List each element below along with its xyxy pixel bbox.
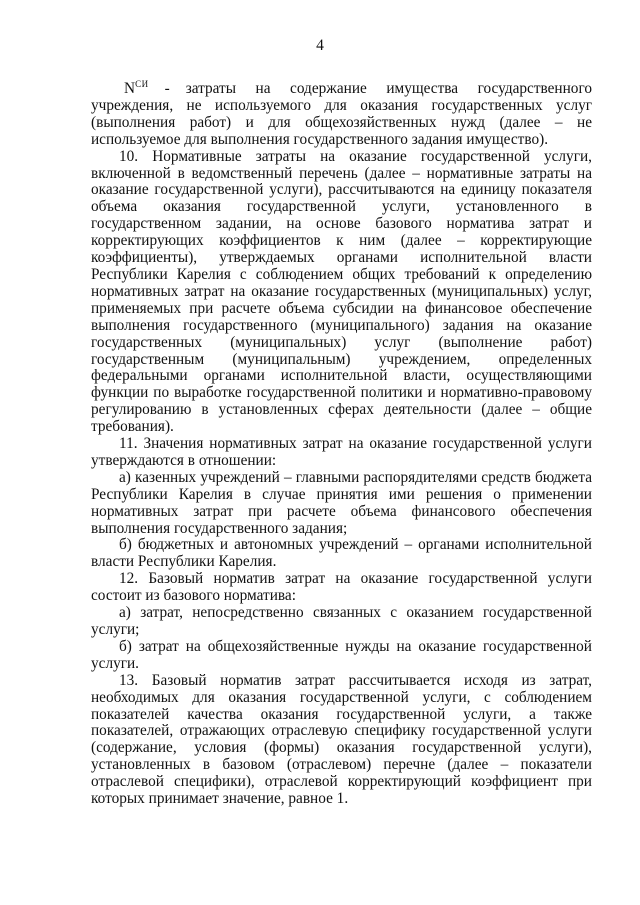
clause-12: 12. Базовый норматив затрат на оказание государственной услуги состоит из базового норматива: xyxy=(91,570,592,605)
clause-11-a: а) казенных учреждений – главными распорядителями средств бюджета Республики Карелия в случае принятия ими решения о применении нормативных затрат при расчете объема финансового обеспечения выполнения государственного задания; xyxy=(91,468,592,537)
clause-11: 11. Значения нормативных затрат на оказание государственной услуги утверждаются в отношении: xyxy=(91,435,592,469)
clause-12-a: а) затрат, непосредственно связанных с оказанием государственной услуги; xyxy=(91,604,592,638)
definition-dash: - xyxy=(164,80,170,97)
formula-symbol: N xyxy=(124,80,136,97)
clause-12-b: б) затрат на общехозяйственные нужды на оказание государственной услуги. xyxy=(91,637,592,672)
document-body xyxy=(91,76,592,808)
page-number: 4 xyxy=(316,37,324,54)
clause-11-b: б) бюджетных и автономных учреждений – органами исполнительной власти Республики Карелия. xyxy=(91,536,592,571)
clause-13: 13. Базовый норматив затрат рассчитывается исходя из затрат, необходимых для оказания государственной услуги, с соблюдением показателей качества оказания государственной услуги, а также показателей, отражающих отраслевую специфику государственной услуги (содержание, условия (формы) оказания государственной услуги), установленных в базовом (отраслевом) перечне (далее – показатели отраслевой специфики), отраслевой корректирующий коэффициент при которых принимает значение, равное 1. xyxy=(91,671,592,808)
formula-superscript: СИ xyxy=(135,79,149,89)
definition-paragraph xyxy=(91,76,592,149)
definition-text: затраты на содержание имущества государственного учреждения, не используемого для оказания государственных услуг (выполнения работ) и для общехозяйственных нужд (далее – не используемое для выполнения государственного задания имущество). xyxy=(91,80,592,148)
clause-10: 10. Нормативные затраты на оказание государственной услуги, включенной в ведомственный перечень (далее – нормативные затраты на оказание государственной услуги), рассчитываются на единицу показателя объема оказания государственной услуги, установленного в государственном задании, на основе базового норматива затрат и корректирующих коэффициентов к ним (далее – корректирующие коэффициенты), утверждаемых органами исполнительной власти Республики Карелия с соблюдением общих требований к определению нормативных затрат на оказание государственных (муниципальных) услуг, применяемых при расчете объема субсидии на финансовое обеспечение выполнения государственного (муниципального) задания на оказание государственных (муниципальных) услуг (выполнение работ) государственным (муниципальным) учреждением, определенных федеральными органами исполнительной власти, осуществляющими функции по выработке государственной политики и нормативно-правовому регулированию в установленных сферах деятельности (далее – общие требования). xyxy=(91,147,592,436)
